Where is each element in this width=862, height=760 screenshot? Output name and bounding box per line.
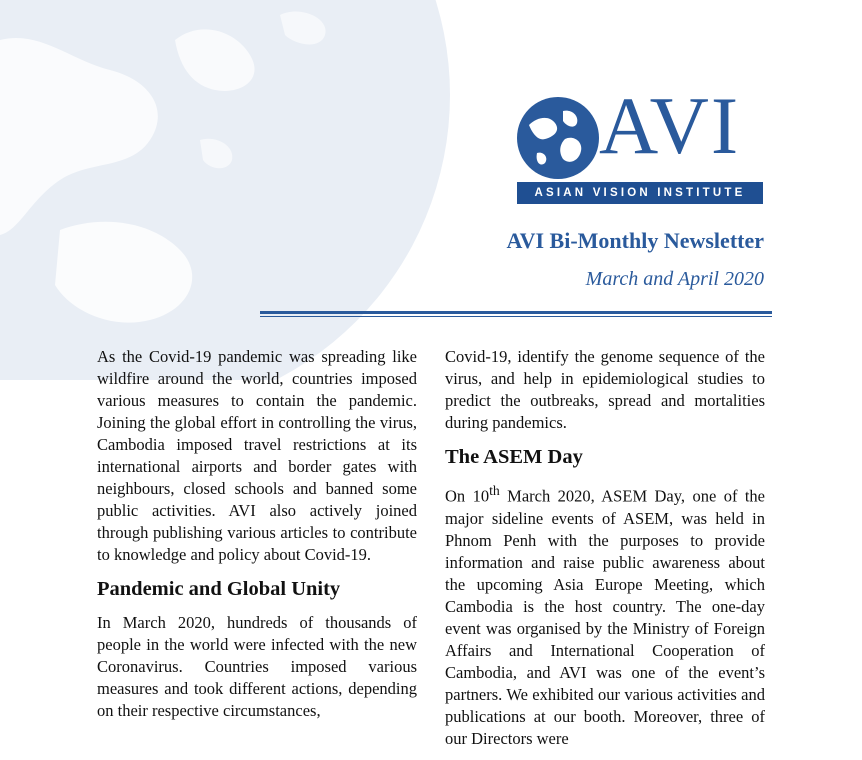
intro-paragraph: As the Covid-19 pandemic was spreading like wildfire around the world, countries imposed various measures to contain the pandemic. Joining the global effort in controlling the virus, Cambodia imposed travel restrictions at its international airports and border gates with neighbours, closed schools and banned some public activities. AVI also actively joined through publishing various articles to contribute to knowledge and policy about Covid-19. [97,347,417,564]
newsletter-title: AVI Bi-Monthly Newsletter [506,228,764,253]
pandemic-paragraph: In March 2020, hundreds of thousands of people in the world were infected with the new Coronavirus. Countries imposed various measures and took different actions, depending on their respective circumstances, [97,613,417,720]
asem-date-prefix: On 10 [445,486,490,506]
asem-paragraph [445,480,765,750]
institute-name-band: ASIAN VISION INSTITUTE [517,182,763,204]
right-column [445,346,765,760]
newsletter-date: March and April 2020 [585,268,764,290]
ordinal-suffix: th [489,483,500,498]
section-heading-pandemic: Pandemic and Global Unity [97,578,341,600]
section-heading-asem: The ASEM Day [445,446,583,468]
header-divider-thin [260,316,772,317]
asem-body: March 2020, ASEM Day, one of the major sideline events of ASEM, was held in Phnom Penh with the purposes to provide information and raise public awareness about the upcoming Asia Europe Meeting, which Cambodia is the host country. The one-day event was organised by the Ministry of Foreign Affairs and International Cooperation of Cambodia, and AVI was one of the event’s partners. We exhibited our various activities and publications at our booth. Moreover, three of our Directors were [445,486,765,748]
globe-icon [515,95,601,181]
world-map-watermark [0,0,500,380]
header-divider [260,311,772,314]
left-column [97,346,417,732]
continuation-paragraph: Covid-19, identify the genome sequence of the virus, and help in epidemiological studies to predict the outbreaks, spread and mortalities during pandemics. [445,347,765,432]
logo-letters: AVI [599,80,741,171]
